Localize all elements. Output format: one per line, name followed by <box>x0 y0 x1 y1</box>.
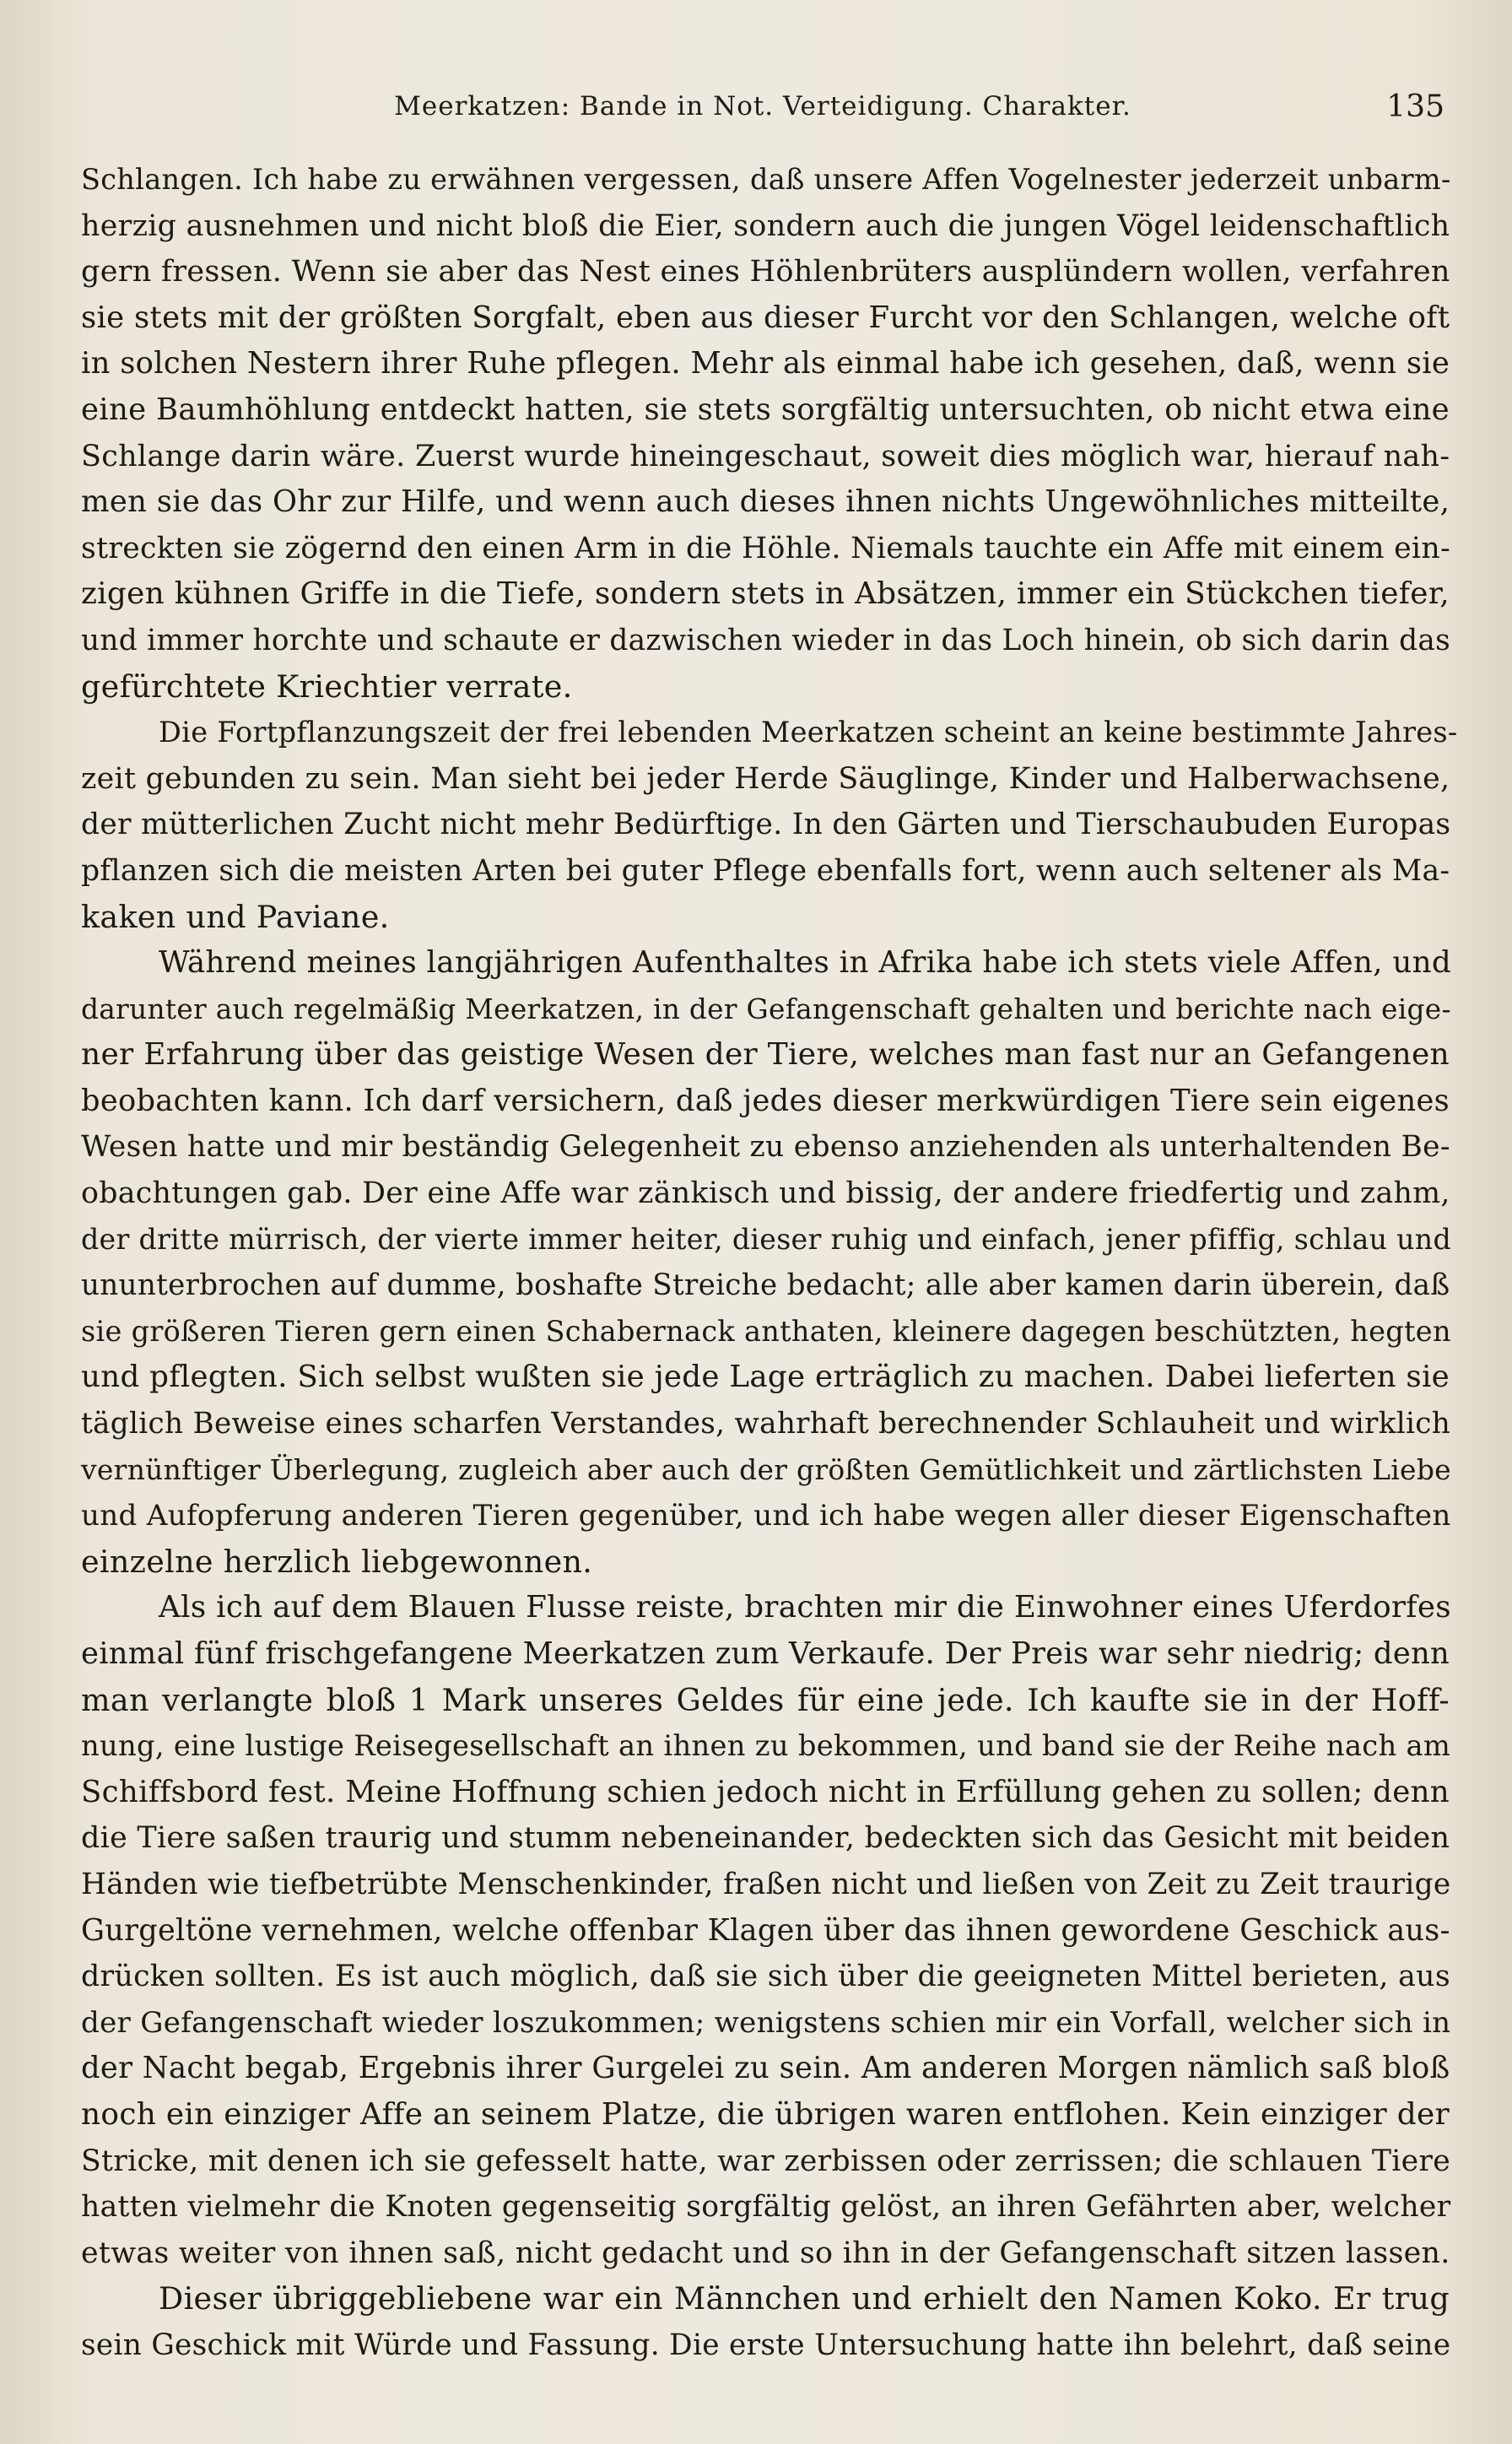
text-line: ner Erfahrung über das geistige Wesen der Tiere, welches man fast nur an Gefangenen <box>81 1037 1450 1073</box>
text-line: der Nacht begab, Ergebnis ihrer Gurgelei zu sein. Am anderen Morgen nämlich saß bloß <box>81 2051 1450 2086</box>
text-line: etwas weiter von ihnen saß, nicht gedacht und so ihn in der Gefangenschaft sitzen lassen. <box>81 2236 1450 2270</box>
text-line: Die Fortpflanzungszeit der frei lebenden Meerkatzen scheint an keine bestimmte Jahres- <box>159 716 1458 749</box>
text-line: sein Geschick mit Würde und Fassung. Die erste Untersuchung hatte ihn belehrt, daß seine <box>81 2328 1451 2362</box>
text-line: men sie das Ohr zur Hilfe, und wenn auch dieses ihnen nichts Ungewöhnliches mitteilte, <box>81 484 1450 520</box>
paragraph-1 <box>81 157 1450 710</box>
text-line: der mütterlichen Zucht nicht mehr Bedürftige. In den Gärten und Tierschaubuden Europas <box>81 808 1451 842</box>
text-line: ununterbrochen auf dumme, boshafte Streiche bedacht; alle aber kamen darin überein, daß <box>81 1268 1450 1303</box>
text-line: herzig ausnehmen und nicht bloß die Eier, sondern auch die jungen Vögel leidenschaftlich <box>81 208 1450 243</box>
text-line: und immer horchte und schaute er dazwischen wieder in das Loch hinein, ob sich darin das <box>81 623 1451 657</box>
text-line: obachtungen gab. Der eine Affe war zänkisch und bissig, der andere friedfertig und zahm, <box>81 1176 1450 1211</box>
text-line: und pflegten. Sich selbst wußten sie jede Lage erträglich zu machen. Dabei lieferten sie <box>81 1360 1450 1395</box>
text-line: gern fressen. Wenn sie aber das Nest eines Höhlenbrüters ausplündern wollen, verfahren <box>81 254 1450 289</box>
text-line: zigen kühnen Griffe in die Tiefe, sondern stets in Absätzen, immer ein Stückchen tiefer, <box>81 576 1450 612</box>
text-line: zeit gebunden zu sein. Man sieht bei jeder Herde Säuglinge, Kinder und Halberwachsene, <box>81 761 1450 796</box>
text-line: sie größeren Tieren gern einen Schabernack anthaten, kleinere dagegen beschützten, hegten <box>81 1314 1451 1348</box>
text-line: in solchen Nestern ihrer Ruhe pflegen. Mehr als einmal habe ich gesehen, daß, wenn sie <box>81 346 1450 381</box>
text-line: und Aufopferung anderen Tieren gegenüber, und ich habe wegen aller dieser Eigenschaften <box>81 1499 1451 1533</box>
text-line: Stricke, mit denen ich sie gefesselt hatte, war zerbissen oder zerrissen; die schlauen Tiere <box>81 2144 1451 2178</box>
text-line: Händen wie tiefbetrübte Menschenkinder, fraßen nicht und ließen von Zeit zu Zeit traurige <box>81 1867 1451 1901</box>
text-line: Dieser übriggebliebene war ein Männchen und erhielt den Namen Koko. Er trug <box>159 2280 1450 2317</box>
text-line: die Tiere saßen traurig und stumm nebeneinander, bedeckten sich das Gesicht mit beiden <box>81 1821 1450 1856</box>
text-line: hatten vielmehr die Knoten gegenseitig sorgfältig gelöst, an ihren Gefährten aber, welcher <box>81 2190 1451 2225</box>
paragraph-4 <box>81 1585 1450 2276</box>
text-line: einmal fünf frischgefangene Meerkatzen zum Verkaufe. Der Preis war sehr niedrig; denn <box>81 1636 1450 1671</box>
text-line: der Gefangenschaft wieder loszukommen; wenigstens schien mir ein Vorfall, welcher sich in <box>81 2005 1451 2040</box>
text-line: Als ich auf dem Blauen Flusse reiste, brachten mir die Einwohner eines Uferdorfes <box>159 1590 1451 1625</box>
paragraph-5 <box>81 2276 1450 2368</box>
text-line: streckten sie zögernd den einen Arm in die Höhle. Niemals tauchte ein Affe mit einem ein- <box>81 531 1450 565</box>
paragraph-3 <box>81 940 1450 1585</box>
text-line: drücken sollten. Es ist auch möglich, daß sie sich über die geeigneten Mittel berieten, aus <box>81 1960 1450 1994</box>
text-line: nung, eine lustige Reisegesellschaft an ihnen zu bekommen, und band sie der Reihe nach am <box>81 1729 1451 1763</box>
text-line: Wesen hatte und mir beständig Gelegenheit zu ebenso anziehenden als unterhaltenden Be- <box>81 1130 1450 1165</box>
text-line: beobachten kann. Ich darf versichern, daß jedes dieser merkwürdigen Tiere sein eigenes <box>81 1083 1450 1118</box>
text-line: einzelne herzlich liebgewonnen. <box>81 1543 593 1580</box>
text-line: gefürchtete Kriechtier verrate. <box>81 668 573 705</box>
text-line: pflanzen sich die meisten Arten bei guter Pflege ebenfalls fort, wenn auch seltener als Ma- <box>81 853 1450 888</box>
running-head: Meerkatzen: Bande in Not. Verteidigung. Charakter. <box>394 91 1131 122</box>
page-number: 135 <box>1386 89 1444 124</box>
text-line: Schlange darin wäre. Zuerst wurde hineingeschaut, soweit dies möglich war, hierauf nah- <box>81 439 1450 473</box>
text-line: Während meines langjährigen Aufenthaltes in Afrika habe ich stets viele Affen, und <box>159 945 1452 981</box>
text-line: vernünftiger Überlegung, zugleich aber auch der größten Gemütlichkeit und zärtlichsten Liebe <box>81 1452 1451 1486</box>
text-line: der dritte mürrisch, der vierte immer heiter, dieser ruhig und einfach, jener pfiffig, schlau und <box>81 1222 1451 1256</box>
paragraph-2 <box>81 710 1458 940</box>
body-text <box>81 157 1458 2369</box>
text-line: noch ein einziger Affe an seinem Platze, die übrigen waren entflohen. Kein einziger der <box>81 2096 1450 2132</box>
text-line: täglich Beweise eines scharfen Verstandes, wahrhaft berechnender Schlauheit und wirklich <box>81 1407 1451 1441</box>
text-line: eine Baumhöhlung entdeckt hatten, sie stets sorgfältig untersuchten, ob nicht etwa eine <box>81 392 1450 427</box>
text-line: Schlangen. Ich habe zu erwähnen vergessen, daß unsere Affen Vogelnester jederzeit unbarm- <box>81 163 1451 196</box>
text-line: Schiffsbord fest. Meine Hoffnung schien jedoch nicht in Erfüllung gehen zu sollen; denn <box>81 1774 1450 1809</box>
page-header <box>81 81 1444 140</box>
text-line: sie stets mit der größten Sorgfalt, eben aus dieser Furcht vor den Schlangen, welche oft <box>81 300 1450 335</box>
text-line: man verlangte bloß 1 Mark unseres Geldes für eine jede. Ich kaufte sie in der Hoff- <box>81 1681 1450 1718</box>
text-line: Gurgeltöne vernehmen, welche offenbar Klagen über das ihnen gewordene Geschick aus- <box>81 1912 1450 1948</box>
text-line: kaken und Paviane. <box>81 898 390 935</box>
text-line: darunter auch regelmäßig Meerkatzen, in der Gefangenschaft gehalten und berichte nach eige- <box>81 992 1451 1025</box>
